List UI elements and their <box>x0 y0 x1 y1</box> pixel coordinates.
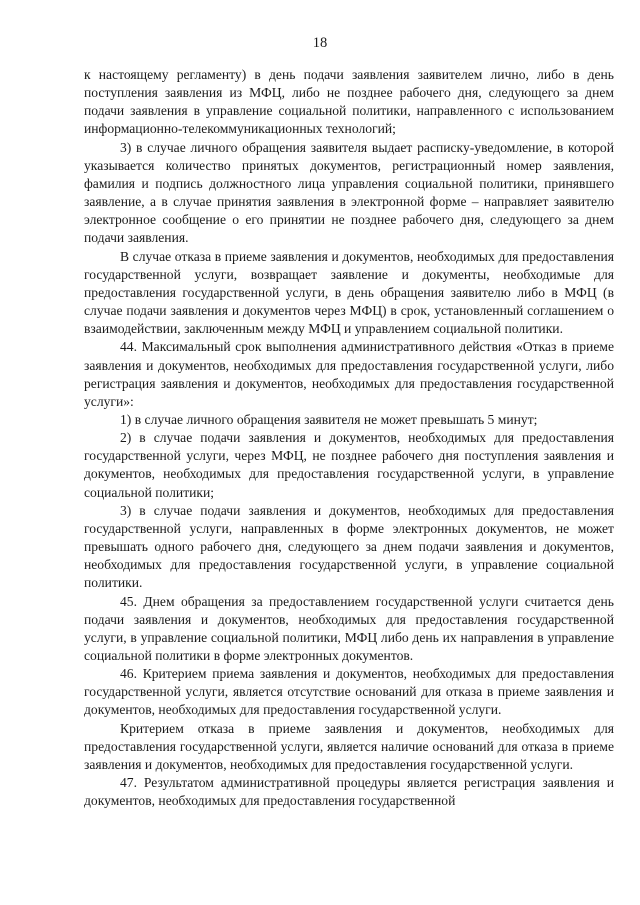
document-body <box>84 66 614 810</box>
paragraph: 46. Критерием приема заявления и документов, необходимых для предоставления государственной услуги, является отсутствие оснований для отказа в приеме заявления и документов, необходимых для предоставления государственной услуги. <box>84 666 614 718</box>
paragraph: к настоящему регламенту) в день подачи заявления заявителем лично, либо в день поступления заявления из МФЦ, либо не позднее рабочего дня, следующего за днем подачи заявления в управление социальной политики, направленного с использованием информационно-телекоммуникационных технологий; <box>84 67 614 137</box>
page-number: 18 <box>312 35 328 51</box>
paragraph: 1) в случае личного обращения заявителя не может превышать 5 минут; <box>120 411 538 427</box>
paragraph: Критерием отказа в приеме заявления и документов, необходимых для предоставления государственной услуги, является наличие оснований для отказа в приеме заявления и документов, необходимых для предоставления государственной услуги. <box>84 720 614 772</box>
paragraph: 44. Максимальный срок выполнения административного действия «Отказ в приеме заявления и документов, необходимых для предоставления государственной услуги, либо регистрация заявления и документов, необходимых для предоставления государственной услуги»: <box>84 339 614 409</box>
paragraph: 3) в случае подачи заявления и документов, необходимых для предоставления государственной услуги, направленных в форме электронных документов, не может превышать одного рабочего дня, следующего за днем подачи заявления и документов, необходимых для предоставления государственной услуги, в управление социальной политики. <box>84 502 614 591</box>
paragraph: 45. Днем обращения за предоставлением государственной услуги считается день подачи заявления и документов, необходимых для предоставления государственной услуги, в управление социальной политики, МФЦ либо день их направления в управление социальной политики в форме электронных документов. <box>84 593 614 663</box>
paragraph: 3) в случае личного обращения заявителя выдает расписку-уведомление, в которой указывается количество принятых документов, регистрационный номер заявления, фамилия и подпись должностного лица управления социальной политики, принявшего заявление, а в случае принятия заявления в электронной форме – направляет заявителю электронное сообщение о его принятии не позднее рабочего дня, следующего за днем подачи заявления. <box>84 139 614 246</box>
paragraph: 47. Результатом административной процедуры является регистрация заявления и документов, необходимых для предоставления государственной <box>84 775 614 809</box>
paragraph: 2) в случае подачи заявления и документов, необходимых для предоставления государственной услуги, через МФЦ, не позднее рабочего дня поступления заявления и документов, необходимых для предоставления государственной услуги, в управление социальной политики; <box>84 430 614 500</box>
paragraph: В случае отказа в приеме заявления и документов, необходимых для предоставления государственной услуги, возвращает заявление и документы, необходимые для предоставления государственной услуги, в день обращения заявителю либо в МФЦ (в случае подачи заявления и документов через МФЦ) в срок, установленный соглашением о взаимодействии, заключенным между МФЦ и управлением социальной политики. <box>84 248 614 337</box>
